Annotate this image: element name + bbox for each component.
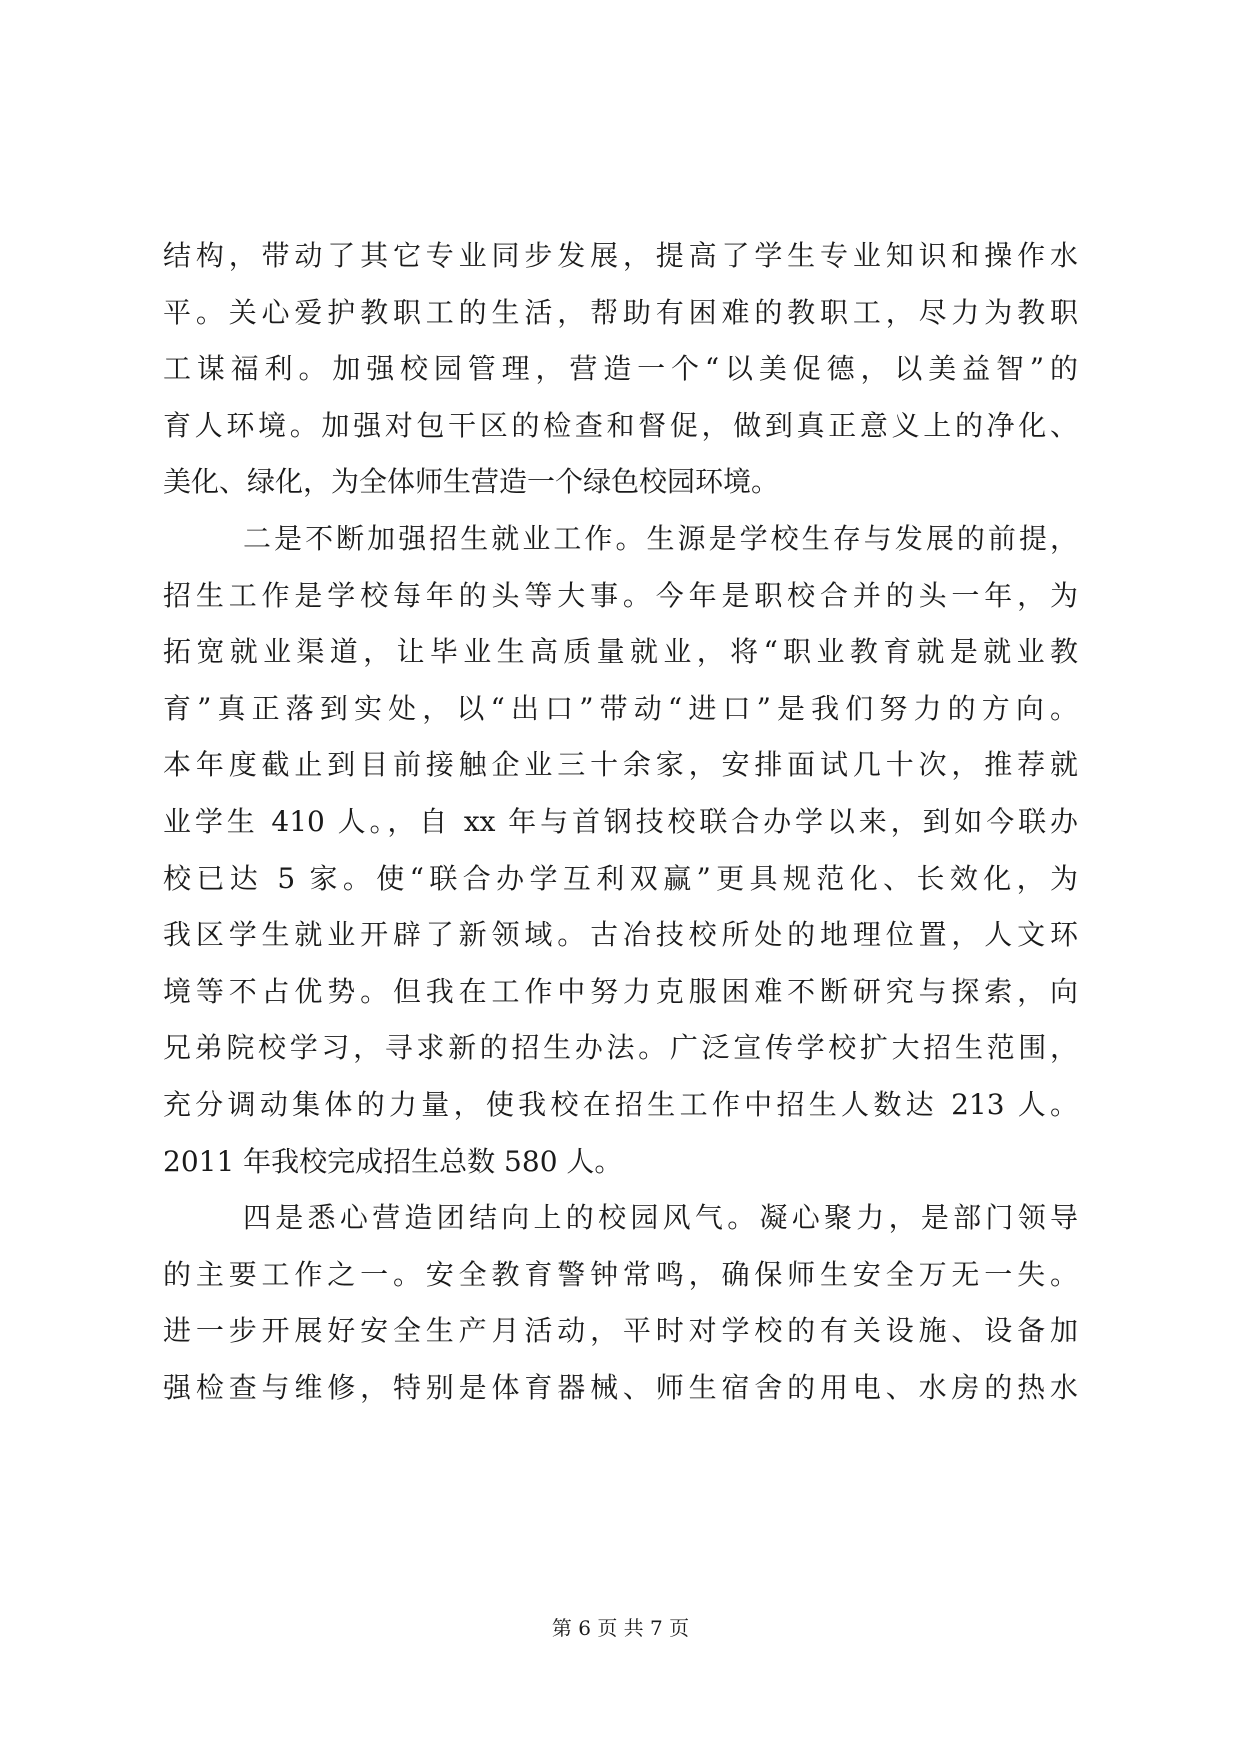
text-line: 育”真正落到实处，以“出口”带动“进口”是我们努力的方向。 [163, 691, 1078, 725]
paragraph-start-line: 四是悉心营造团结向上的校园风气。凝心聚力，是部门领导 [243, 1201, 1078, 1235]
text-line: 拓宽就业渠道，让毕业生高质量就业，将“职业教育就是就业教 [163, 635, 1078, 669]
text-line: 充分调动集体的力量，使我校在招生工作中招生人数达 213 人。 [163, 1087, 1078, 1121]
text-line: 美化、绿化，为全体师生营造一个绿色校园环境。 [163, 465, 780, 499]
text-line: 育人环境。加强对包干区的检查和督促，做到真正意义上的净化、 [163, 408, 1078, 442]
text-line: 招生工作是学校每年的头等大事。今年是职校合并的头一年，为 [163, 578, 1078, 612]
text-line: 进一步开展好安全生产月活动，平时对学校的有关设施、设备加 [163, 1314, 1078, 1348]
text-line: 校已达 5 家。使“联合办学互利双赢”更具规范化、长效化，为 [163, 861, 1078, 895]
text-line: 强检查与维修，特别是体育器械、师生宿舍的用电、水房的热水 [163, 1370, 1078, 1404]
text-line: 工谋福利。加强校园管理，营造一个“以美促德，以美益智”的 [163, 352, 1078, 386]
text-line: 境等不占优势。但我在工作中努力克服困难不断研究与探索，向 [163, 974, 1078, 1008]
text-line: 我区学生就业开辟了新领域。古冶技校所处的地理位置，人文环 [163, 918, 1078, 952]
text-line: 2011 年我校完成招生总数 580 人。 [163, 1144, 623, 1178]
paragraph-start-line: 二是不断加强招生就业工作。生源是学校生存与发展的前提， [243, 521, 1078, 555]
text-line: 本年度截止到目前接触企业三十余家，安排面试几十次，推荐就 [163, 748, 1078, 782]
body-text [163, 228, 1078, 1416]
text-line: 的主要工作之一。安全教育警钟常鸣，确保师生安全万无一失。 [163, 1257, 1078, 1291]
text-line: 结构，带动了其它专业同步发展，提高了学生专业知识和操作水 [163, 239, 1078, 272]
text-line: 平。关心爱护教职工的生活，帮助有困难的教职工，尽力为教职 [163, 295, 1078, 329]
page-number-footer: 第 6 页 共 7 页 [551, 1616, 690, 1640]
text-line: 业学生 410 人。，自 xx 年与首钢技校联合办学以来，到如今联办 [163, 804, 1078, 838]
text-line: 兄弟院校学习，寻求新的招生办法。广泛宣传学校扩大招生范围， [163, 1031, 1078, 1065]
